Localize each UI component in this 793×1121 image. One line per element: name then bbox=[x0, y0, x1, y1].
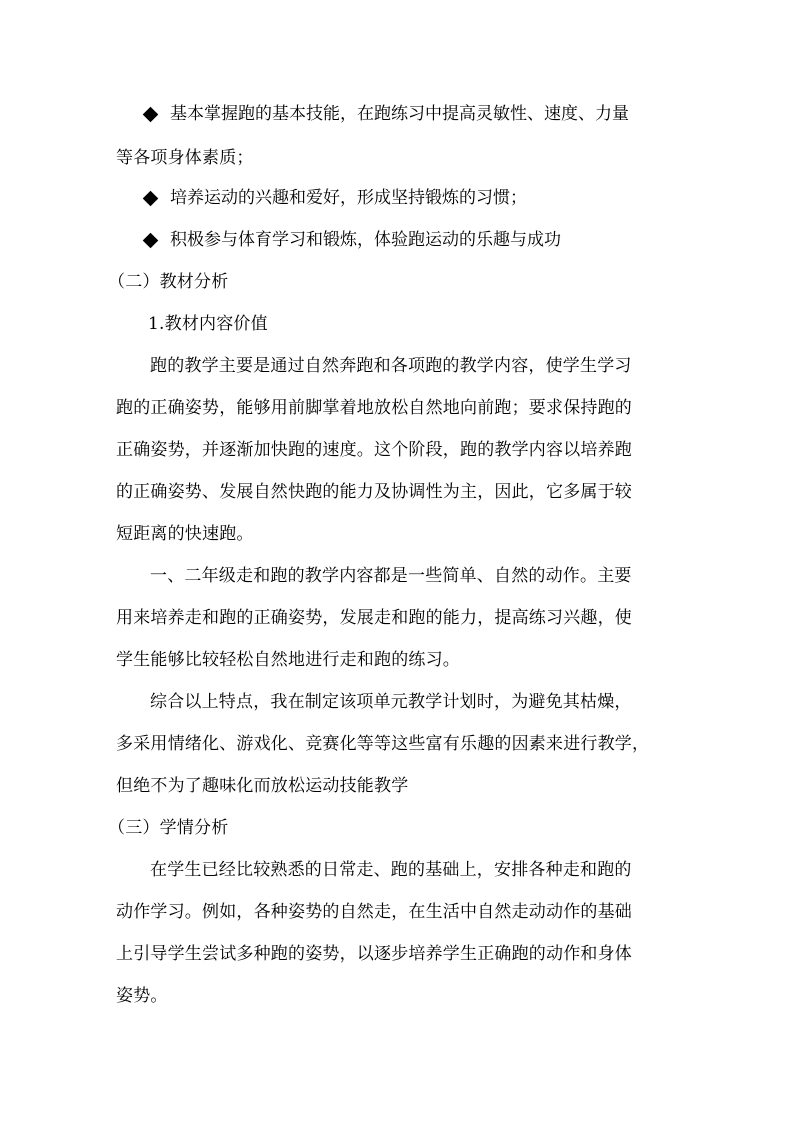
bullet-item bbox=[140, 226, 700, 254]
paragraph-line: 动作学习。例如，各种姿势的自然走，在生活中自然走动动作的基础 bbox=[116, 902, 632, 922]
bullet-continuation: 等各项身体素质； bbox=[116, 148, 254, 168]
bullet-item bbox=[140, 184, 700, 212]
paragraph-line: 学生能够比较轻松自然地进行走和跑的练习。 bbox=[116, 650, 460, 670]
paragraph-line: 综合以上特点，我在制定该项单元教学计划时，为避免其枯燥， bbox=[150, 692, 632, 712]
paragraph-line: 跑的正确姿势，能够用前脚掌着地放松自然地向前跑；要求保持跑的 bbox=[116, 398, 632, 418]
paragraph-line: 的正确姿势、发展自然快跑的能力及协调性为主，因此，它多属于较 bbox=[116, 482, 632, 502]
paragraph-line: 姿势。 bbox=[116, 986, 168, 1006]
paragraph-line: 一、二年级走和跑的教学内容都是一些简单、自然的动作。主要 bbox=[150, 566, 632, 586]
section-heading: （三）学情分析 bbox=[108, 818, 229, 838]
bullet-text: 积极参与体育学习和锻炼，体验跑运动的乐趣与成功 bbox=[170, 230, 561, 250]
bullet-item bbox=[140, 100, 700, 128]
diamond-bullet-icon bbox=[143, 232, 159, 248]
paragraph-line: 在学生已经比较熟悉的日常走、跑的基础上，安排各种走和跑的 bbox=[150, 860, 632, 880]
sub-heading: 1.教材内容价值 bbox=[148, 314, 268, 334]
paragraph-line: 上引导学生尝试多种跑的姿势，以逐步培养学生正确跑的动作和身体 bbox=[116, 944, 632, 964]
diamond-bullet-icon bbox=[143, 190, 159, 206]
paragraph-line: 正确姿势，并逐渐加快跑的速度。这个阶段，跑的教学内容以培养跑 bbox=[116, 440, 632, 460]
paragraph-line: 短距离的快速跑。 bbox=[116, 524, 254, 544]
paragraph-line: 用来培养走和跑的正确姿势，发展走和跑的能力，提高练习兴趣，使 bbox=[116, 608, 632, 628]
paragraph-line: 但绝不为了趣味化而放松运动技能教学 bbox=[116, 776, 409, 796]
section-heading: （二）教材分析 bbox=[108, 272, 229, 292]
paragraph-line: 多采用情绪化、游戏化、竞赛化等等这些富有乐趣的因素来进行教学， bbox=[116, 734, 650, 754]
bullet-text: 基本掌握跑的基本技能，在跑练习中提高灵敏性、速度、力量 bbox=[170, 104, 629, 124]
diamond-bullet-icon bbox=[143, 106, 159, 122]
bullet-text: 培养运动的兴趣和爱好，形成坚持锻炼的习惯； bbox=[170, 188, 527, 208]
paragraph-line: 跑的教学主要是通过自然奔跑和各项跑的教学内容，使学生学习 bbox=[150, 356, 632, 376]
